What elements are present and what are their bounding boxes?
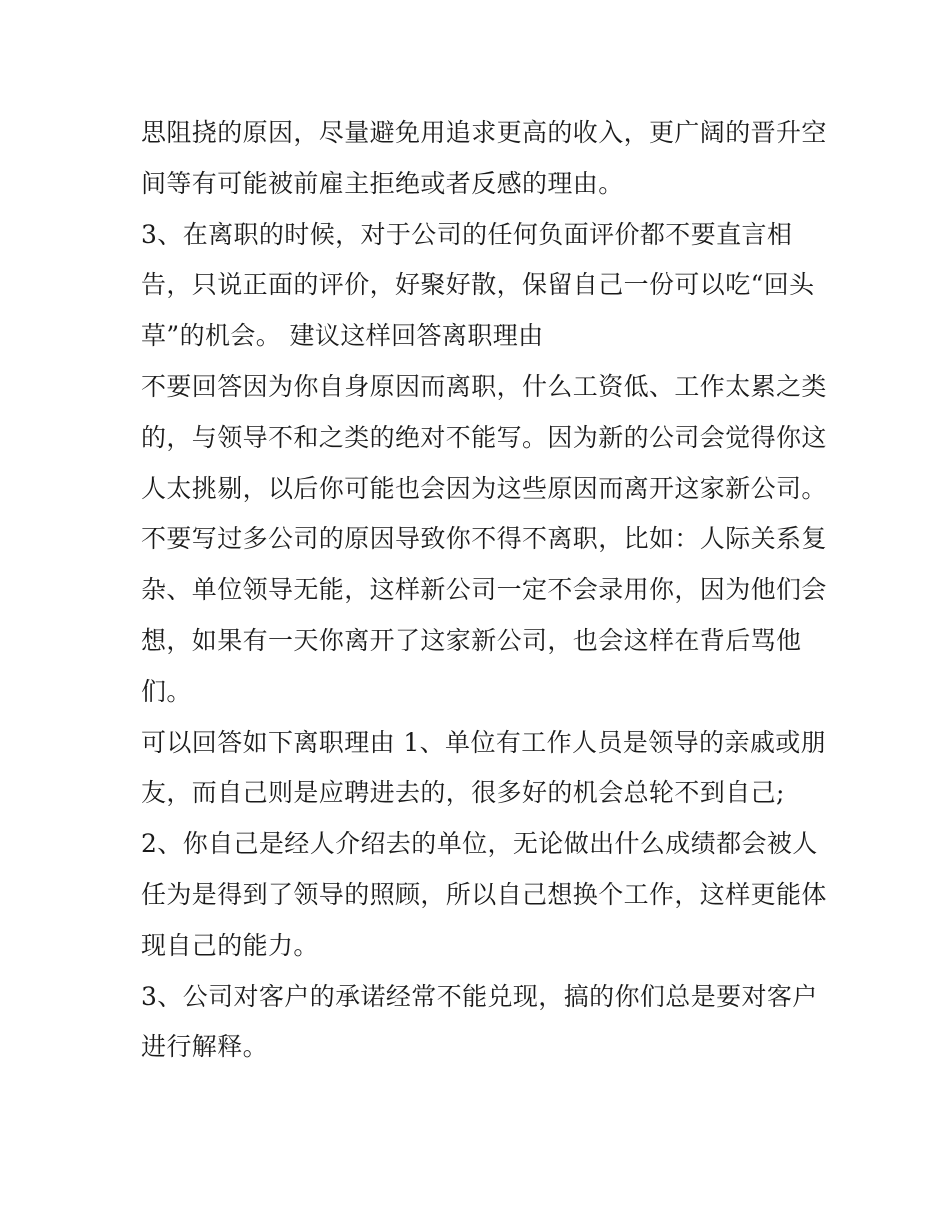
text-line: 杂、单位领导无能，这样新公司一定不会录用你，因为他们会: [141, 575, 827, 605]
text-line: 草”的机会。 建议这样回答离职理由: [141, 321, 544, 351]
text-line: 想，如果有一天你离开了这家新公司，也会这样在背后骂他: [141, 625, 802, 655]
text-line: 3、在离职的时候，对于公司的任何负面评价都不要直言相: [141, 219, 793, 249]
text-line: 不要写过多公司的原因导致你不得不离职，比如：人际关系复: [141, 524, 827, 554]
document-body: [141, 108, 831, 1073]
text-line: 进行解释。: [141, 1032, 269, 1062]
text-line: 友，而自己则是应聘进去的，很多好的机会总轮不到自己;: [141, 778, 785, 808]
text-line: 告，只说正面的评价，好聚好散，保留自己一份可以吃“回头: [141, 270, 815, 300]
text-line: 可以回答如下离职理由 1、单位有工作人员是领导的亲戚或朋: [141, 727, 827, 757]
text-line: 间等有可能被前雇主拒绝或者反感的理由。: [141, 168, 624, 198]
text-line: 3、公司对客户的承诺经常不能兑现，搞的你们总是要对客户: [141, 981, 818, 1011]
text-line: 不要回答因为你自身原因而离职，什么工资低、工作太累之类: [141, 371, 827, 401]
text-line: 们。: [141, 676, 192, 706]
text-line: 的，与领导不和之类的绝对不能写。因为新的公司会觉得你这: [141, 422, 827, 452]
text-line: 2、你自己是经人介绍去的单位，无论做出什么成绩都会被人: [141, 829, 818, 859]
text-line: 人太挑剔，以后你可能也会因为这些原因而离开这家新公司。: [141, 473, 827, 503]
text-line: 思阻挠的原因，尽量避免用追求更高的收入，更广阔的晋升空: [141, 118, 827, 147]
text-line: 任为是得到了领导的照顾，所以自己想换个工作，这样更能体: [141, 879, 827, 909]
text-line: 现自己的能力。: [141, 930, 319, 960]
